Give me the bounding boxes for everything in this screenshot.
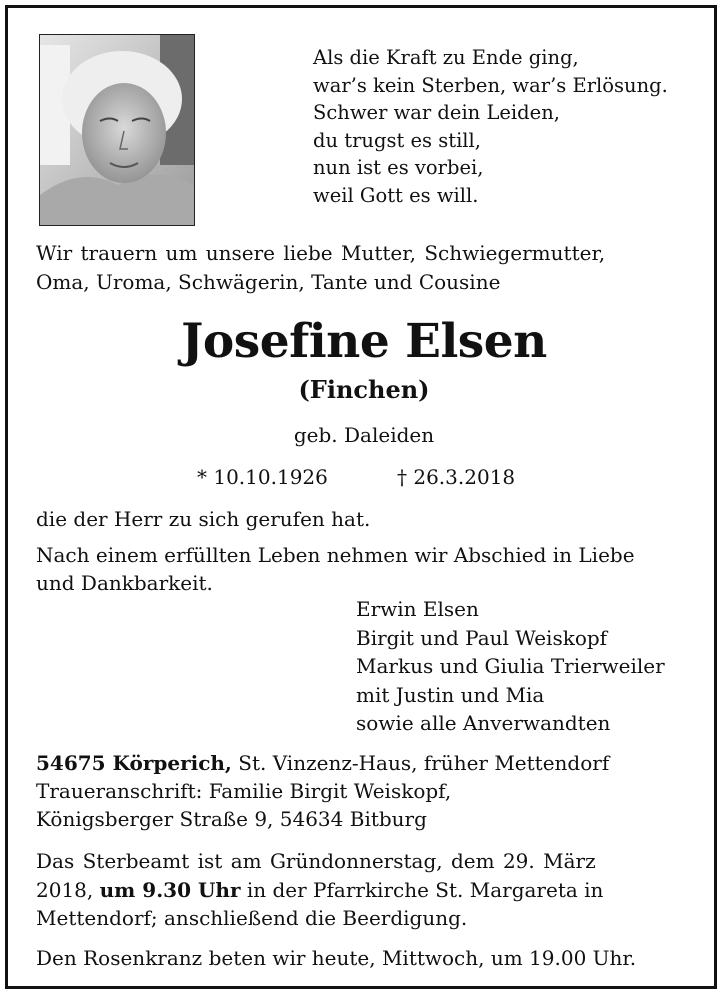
mourner: mit Justin und Mia xyxy=(356,682,545,707)
deceased-nickname: (Finchen) xyxy=(298,375,430,404)
mourning-address: Traueranschrift: Familie Birgit Weiskopf, xyxy=(36,779,452,803)
death-date: † 26.3.2018 xyxy=(397,465,516,489)
poem-line: nun ist es vorbei, xyxy=(313,156,484,179)
place-bold: 54675 Körperich, xyxy=(36,751,232,775)
mourner: Erwin Elsen xyxy=(356,597,479,621)
portrait-photo xyxy=(39,34,195,226)
service-line-1: Das Sterbeamt ist am Gründonnerstag, dem 29. März xyxy=(36,849,596,873)
farewell-line-1: Nach einem erfüllten Leben nehmen wir Abschied in Liebe xyxy=(36,543,635,567)
portrait-image-icon xyxy=(40,35,195,226)
birth-date: * 10.10.1926 xyxy=(197,465,328,489)
birth-name: geb. Daleiden xyxy=(293,423,435,447)
service-line-3: Mettendorf; anschließend die Beerdigung. xyxy=(36,906,468,930)
deceased-name: Josefine Elsen xyxy=(181,314,547,369)
mourner: Markus und Giulia Trierweiler xyxy=(356,654,665,678)
poem xyxy=(313,44,668,209)
poem-line: Als die Kraft zu Ende ging, xyxy=(313,46,579,69)
street-address: Königsberger Straße 9, 54634 Bitburg xyxy=(36,807,427,831)
service-location: in der Pfarrkirche St. Margareta in xyxy=(240,878,604,902)
intro-line-1: Wir trauern um unsere liebe Mutter, Schwiegermutter, xyxy=(36,241,606,265)
mourners-list xyxy=(356,595,665,738)
mourner: sowie alle Anverwandten xyxy=(356,711,611,735)
service-year: 2018, xyxy=(36,878,100,902)
poem-line: war’s kein Sterben, war’s Erlösung. xyxy=(313,73,668,97)
called-home-text: die der Herr zu sich gerufen hat. xyxy=(36,507,371,531)
place-line xyxy=(36,749,609,778)
farewell-line-2: und Dankbarkeit. xyxy=(36,571,213,595)
poem-line: du trugst es still, xyxy=(313,128,481,152)
poem-line: weil Gott es will. xyxy=(313,183,479,207)
rosary-text: Den Rosenkranz beten wir heute, Mittwoch, um 19.00 Uhr. xyxy=(36,946,637,970)
poem-line: Schwer war dein Leiden, xyxy=(313,101,560,124)
intro-line-2: Oma, Uroma, Schwägerin, Tante und Cousine xyxy=(36,270,501,294)
service-time: um 9.30 Uhr xyxy=(99,878,241,902)
service-line-2 xyxy=(36,876,603,905)
place-rest: St. Vinzenz-Haus, früher Mettendorf xyxy=(231,751,610,775)
mourner: Birgit und Paul Weiskopf xyxy=(356,625,608,650)
